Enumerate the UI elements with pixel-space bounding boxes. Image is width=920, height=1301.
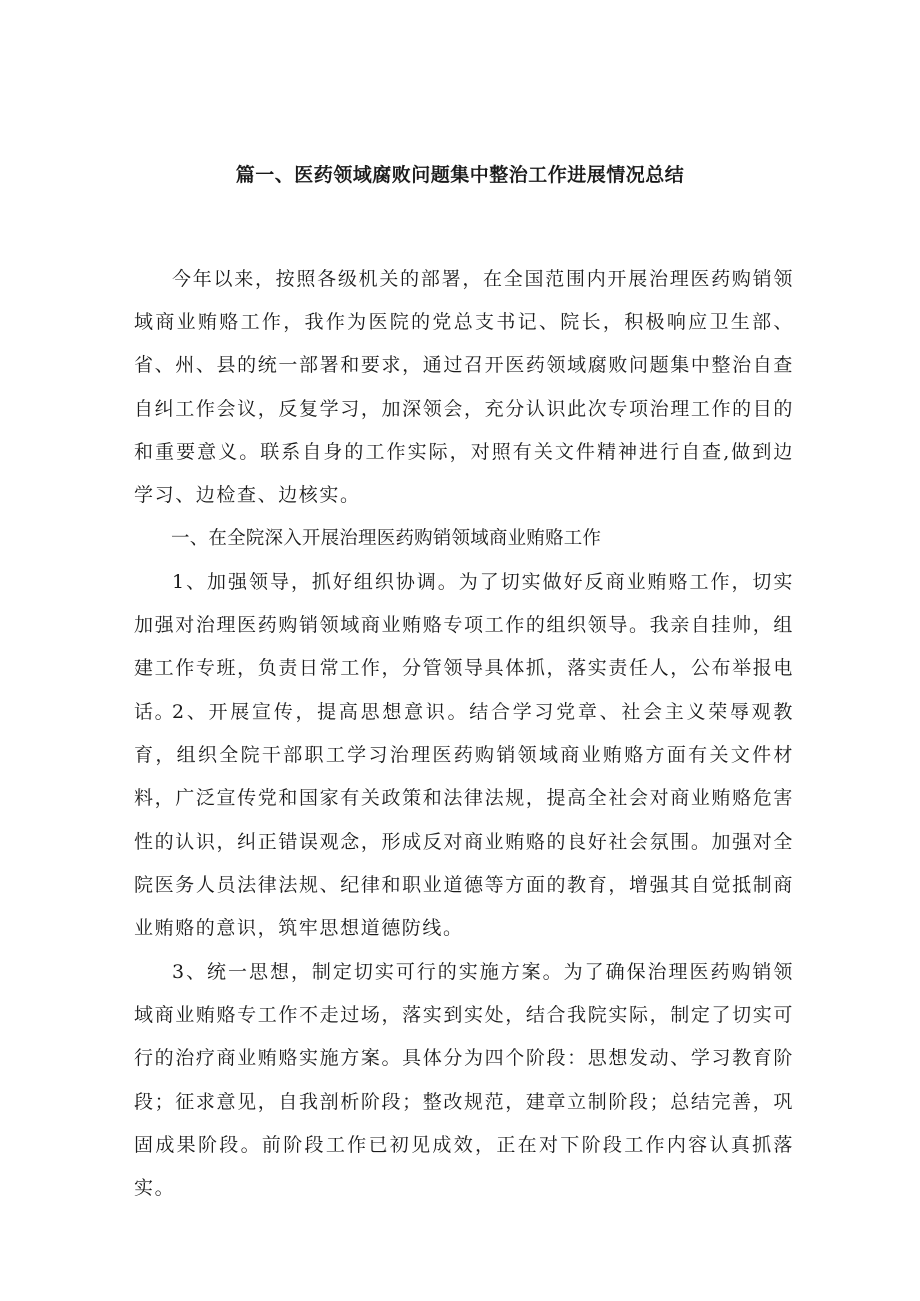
paragraph-item-3: 3、统一思想，制定切实可行的实施方案。为了确保治理医药购销领域商业贿赂专工作不走过场，落实到实处，结合我院实际，制定了切实可行的治疗商业贿赂实施方案。具体分为四个阶段：思想发动、学习教育阶段；征求意见，自我剖析阶段；整改规范，建章立制阶段；总结完善，巩固成果阶段。前阶段工作已初见成效，正在对下阶段工作内容认真抓落实。 (134, 961, 794, 1200)
intro-paragraph: 今年以来，按照各级机关的部署，在全国范围内开展治理医药购销领域商业贿赂工作，我作为医院的党总支书记、院长，积极响应卫生部、省、州、县的统一部署和要求，通过召开医药领域腐败问题集中整治自查自纠工作会议，反复学习，加深领会，充分认识此次专项治理工作的目的和重要意义。联系自身的工作实际，对照有关文件精神进行自查,做到边学习、边检查、边核实。 (134, 268, 794, 507)
paragraph-item-2: 2、开展宣传，提高思想意识。结合学习党章、社会主义荣辱观教育，组织全院干部职工学习治理医药购销领域商业贿赂方面有关文件材料，广泛宣传党和国家有关政策和法律法规，提高全社会对商业贿赂危害性的认识，纠正错误观念，形成反对商业贿赂的良好社会氛围。加强对全院医务人员法律法规、纪律和职业道德等方面的教育，增强其自觉抵制商业贿赂的意识，筑牢思想道德防线。 (134, 701, 794, 940)
document-title: 篇一、医药领域腐败问题集中整治工作进展情况总结 (235, 164, 685, 186)
section-heading-1: 一、在全院深入开展治理医药购销领域商业贿赂工作 (171, 528, 602, 549)
paragraph-item-1: 1、加强领导，抓好组织协调。为了切实做好反商业贿赂工作，切实加强对治理医药购销领域商业贿赂专项工作的组织领导。我亲自挂帅，组建工作专班，负责日常工作，分管领导具体抓，落实责任人，公布举报电话。 (134, 571, 794, 723)
